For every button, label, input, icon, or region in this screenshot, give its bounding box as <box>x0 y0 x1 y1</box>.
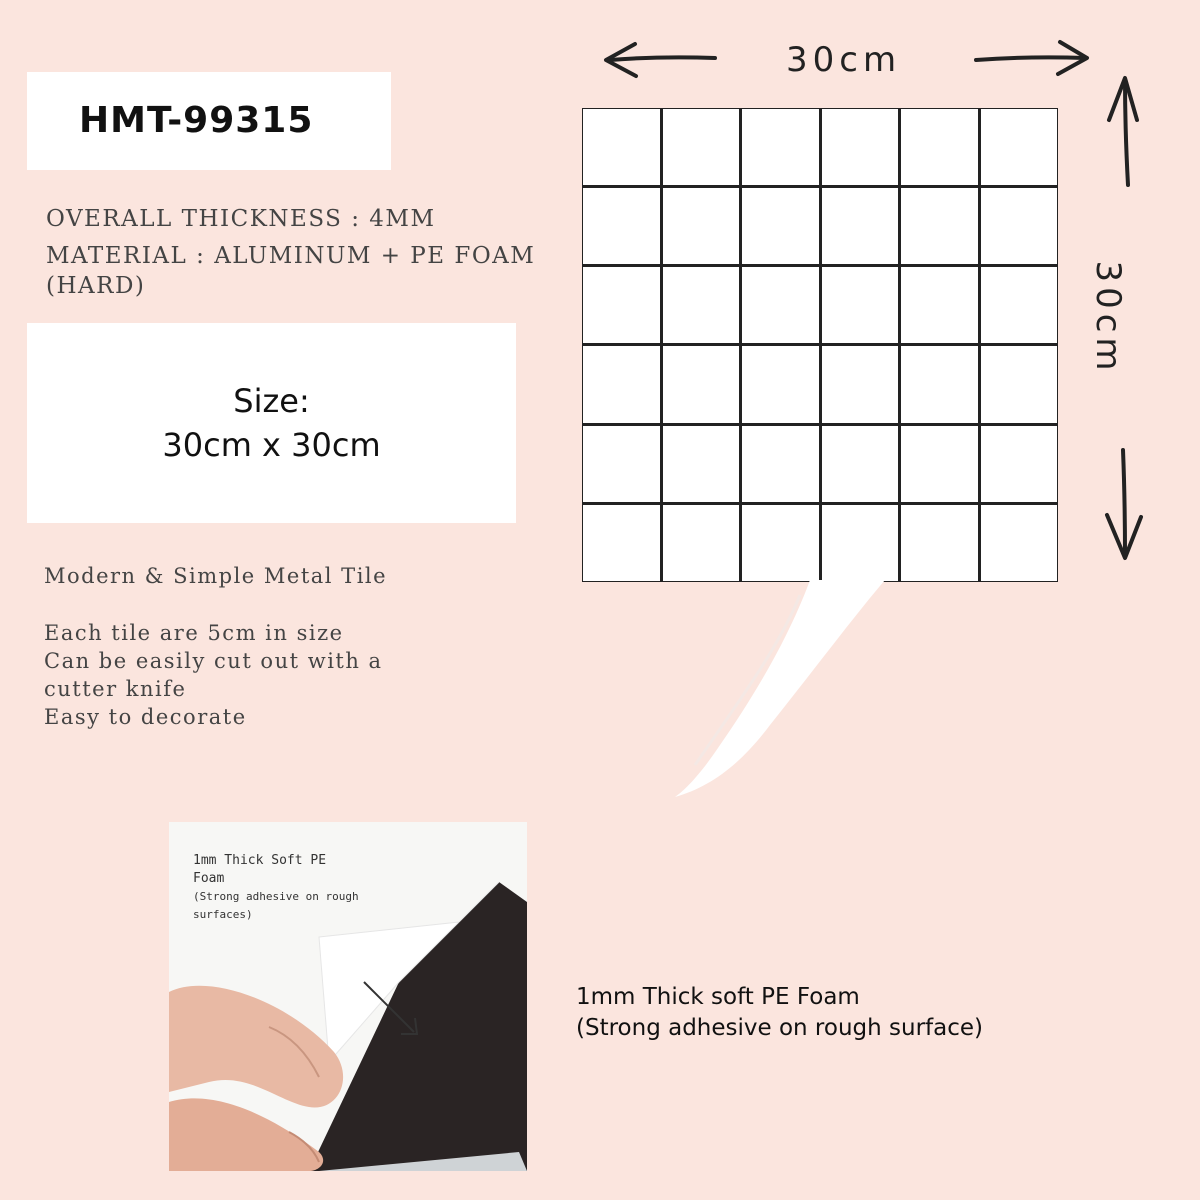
foam-caption <box>576 982 983 1044</box>
up-arrow-shaft <box>1125 80 1128 185</box>
tile <box>583 346 660 422</box>
tile <box>901 267 978 343</box>
tile <box>742 346 819 422</box>
tile <box>583 505 660 581</box>
tile <box>583 426 660 502</box>
tile <box>822 267 899 343</box>
description-headline: Modern & Simple Metal Tile <box>44 564 388 588</box>
down-arrow-shaft <box>1123 450 1125 555</box>
tile <box>663 188 740 264</box>
tile <box>901 505 978 581</box>
photo-note-line: 1mm Thick Soft PE <box>193 853 327 868</box>
tile <box>981 346 1058 422</box>
size-box <box>27 323 516 523</box>
tile <box>981 267 1058 343</box>
tile <box>742 426 819 502</box>
tile <box>822 346 899 422</box>
tile <box>901 188 978 264</box>
description-line: Easy to decorate <box>44 705 247 729</box>
tile <box>663 267 740 343</box>
spec-material: MATERIAL : ALUMINUM + PE FOAM <box>46 243 536 269</box>
tile <box>822 109 899 185</box>
product-code: HMT-99315 <box>79 100 314 141</box>
up-arrow-head <box>1109 78 1137 120</box>
height-label: 30cm <box>1088 260 1128 376</box>
tile <box>901 346 978 422</box>
spec-material-note: (HARD) <box>46 273 146 299</box>
photo-note-line: surfaces) <box>193 908 253 921</box>
tile <box>583 188 660 264</box>
tile <box>981 505 1058 581</box>
tile <box>822 505 899 581</box>
left-arrow-shaft <box>610 57 715 60</box>
photo-note-line: Foam <box>193 871 225 886</box>
tile <box>663 346 740 422</box>
tile <box>901 109 978 185</box>
tile <box>583 109 660 185</box>
foam-caption-line: 1mm Thick soft PE Foam <box>576 984 860 1010</box>
description-line: Can be easily cut out with a <box>44 649 383 673</box>
foam-photo <box>169 822 527 1171</box>
description-line: Each tile are 5cm in size <box>44 621 344 645</box>
tile <box>742 109 819 185</box>
tile <box>742 505 819 581</box>
photo-note <box>193 852 359 924</box>
tile <box>742 267 819 343</box>
size-label: Size: <box>233 382 310 420</box>
spec-thickness: OVERALL THICKNESS : 4MM <box>46 206 436 232</box>
peel-strip <box>660 575 920 805</box>
size-value: 30cm x 30cm <box>162 426 381 464</box>
tile <box>981 109 1058 185</box>
tile <box>663 505 740 581</box>
tile <box>583 267 660 343</box>
foam-caption-line: (Strong adhesive on rough surface) <box>576 1015 983 1041</box>
right-arrow-shaft <box>976 57 1085 60</box>
width-label: 30cm <box>786 40 902 80</box>
photo-note-line: (Strong adhesive on rough <box>193 890 359 903</box>
tile <box>663 426 740 502</box>
tile <box>822 426 899 502</box>
tile <box>901 426 978 502</box>
tile <box>663 109 740 185</box>
tile <box>822 188 899 264</box>
tile <box>981 188 1058 264</box>
tile-grid <box>582 108 1058 582</box>
tile <box>742 188 819 264</box>
tile <box>981 426 1058 502</box>
description-line: cutter knife <box>44 677 187 701</box>
